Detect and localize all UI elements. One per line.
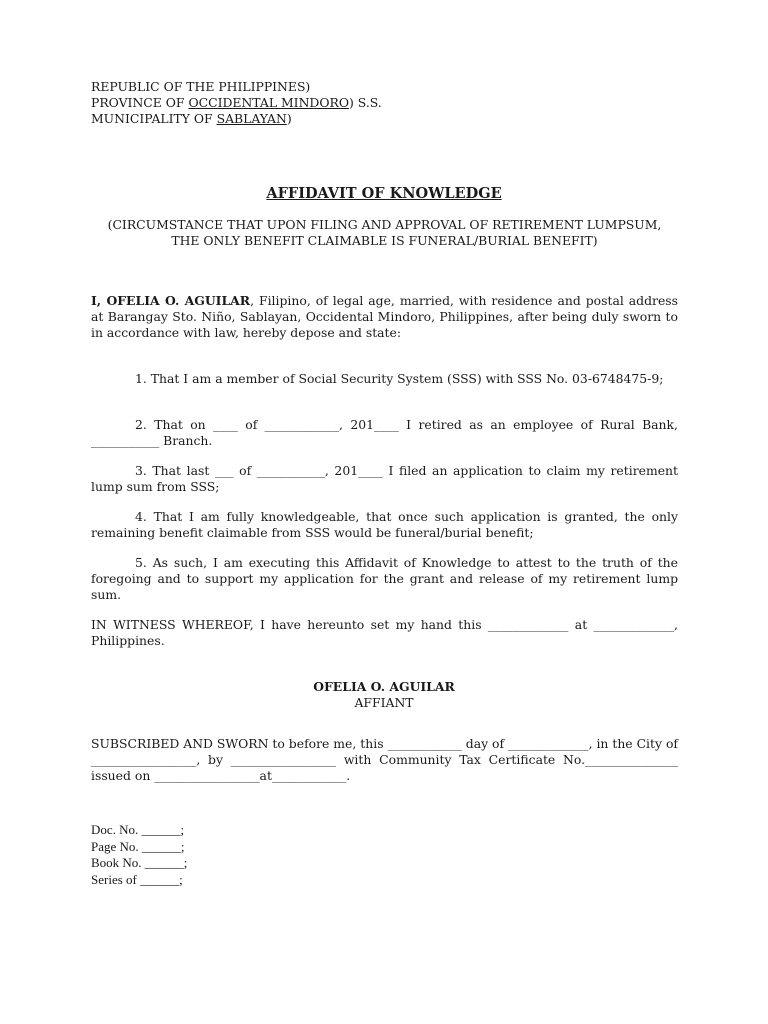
document-subtitle: (CIRCUMSTANCE THAT UPON FILING AND APPROVAL OF RETIREMENT LUMPSUM, THE ONLY BENEFIT CLAIMABLE IS FUNERAL/BURIAL BENEFIT) [107,217,662,248]
paragraph-3: 3. That last ___ of ___________, 201____ I filed an application to claim my retirement lump sum from SSS; [91,463,678,494]
affiant-signature-name: OFELIA O. AGUILAR [313,679,455,694]
caption-line-republic: REPUBLIC OF THE PHILIPPINES) [91,79,311,94]
intro-paragraph: I, OFELIA O. AGUILAR, Filipino, of legal age, married, with residence and postal address at Barangay Sto. Niño, Sablayan, Occidental Mindoro, Philippines, after being duly sworn to in accordance with law, hereby depose and state: [91,293,679,340]
page-number: Page No. ______; [91,838,185,854]
witness-clause: IN WITNESS WHEREOF, I have hereunto set my hand this _____________ at _____________, Philippines. [91,617,678,648]
paragraph-2: 2. That on ____ of ____________, 201____ I retired as an employee of Rural Bank, ___________ Branch. [91,417,678,448]
paragraph-5: 5. As such, I am executing this Affidavit of Knowledge to attest to the truth of the foregoing and to support my application for the grant and release of my retirement lump sum. [91,555,678,602]
caption-line-province: PROVINCE OF OCCIDENTAL MINDORO) S.S. [91,95,382,110]
jurat-paragraph: SUBSCRIBED AND SWORN to before me, this ____________ day of _____________, in the City of _________________, by _________________ with Community Tax Certificate No._______________ issued on _________________at____________. [91,736,678,783]
notarial-register [91,822,187,888]
municipality-name: SABLAYAN [216,111,287,126]
caption-line-municipality: MUNICIPALITY OF SABLAYAN) [91,111,292,126]
paragraph-1: 1. That I am a member of Social Security System (SSS) with SSS No. 03-6748475-9; [135,371,664,386]
venue-caption [91,79,382,127]
province-name: OCCIDENTAL MINDORO [188,95,349,110]
document-title: AFFIDAVIT OF KNOWLEDGE [266,185,502,202]
book-number: Book No. ______; [91,855,188,870]
affiant-name-lead: I, OFELIA O. AGUILAR [91,293,251,308]
doc-number: Doc. No. ______; [91,822,185,837]
paragraph-4: 4. That I am fully knowledgeable, that once such application is granted, the only remaining benefit claimable from SSS would be funeral/burial benefit; [91,509,678,540]
series-year: Series of ______; [91,871,183,887]
affiant-label: AFFIANT [354,695,414,710]
